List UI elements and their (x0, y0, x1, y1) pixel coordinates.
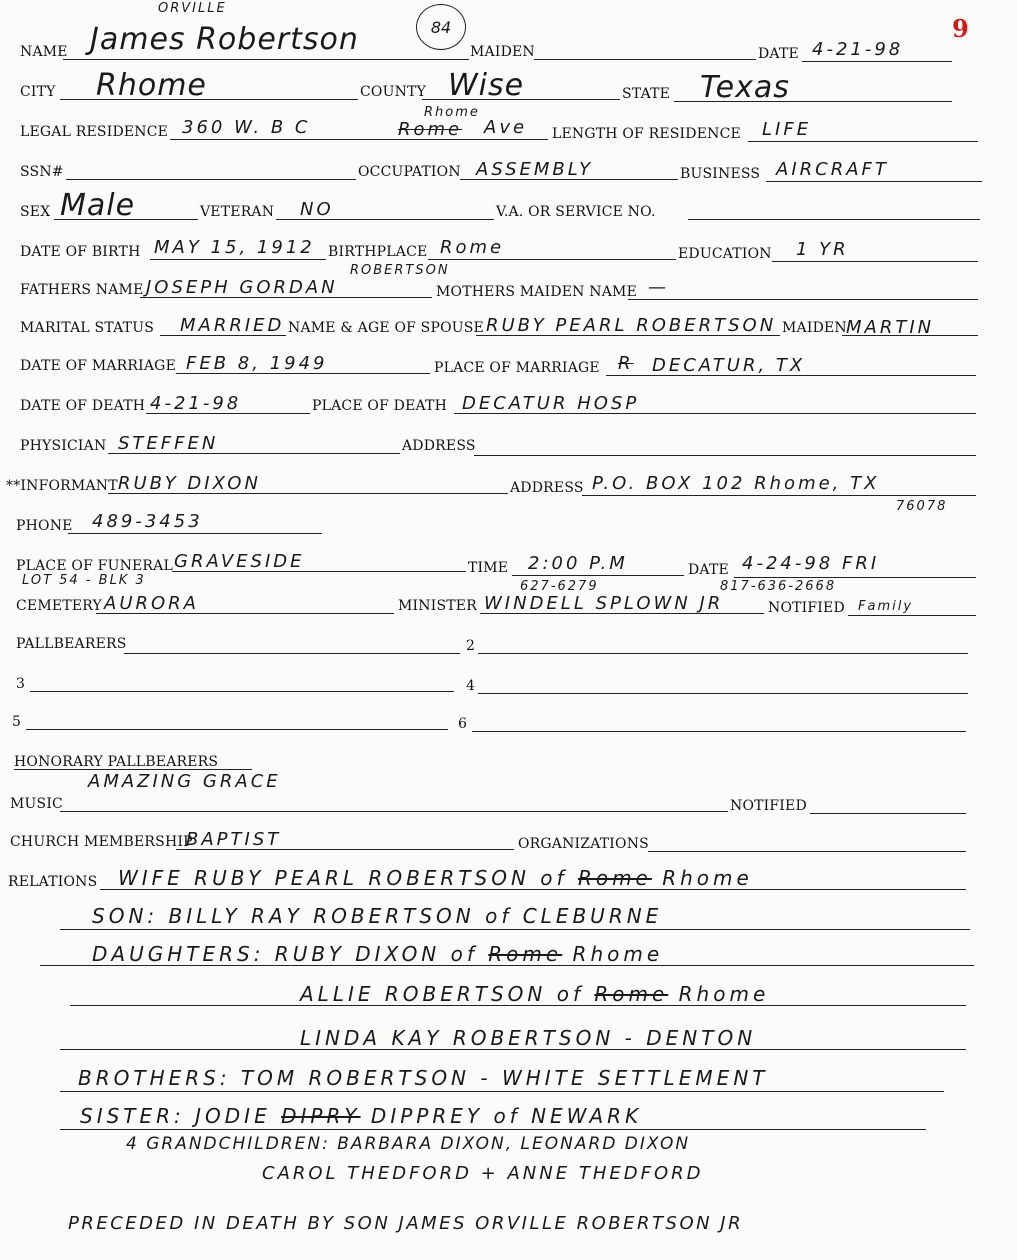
relation-line (80, 1106, 642, 1126)
education-value: 1 YR (796, 239, 849, 260)
spouse-maiden-value: MARTIN (846, 317, 935, 338)
education-label: EDUCATION (678, 246, 772, 262)
minister-value: WINDELL SPLOWN JR (484, 593, 724, 614)
birthplace-label: BIRTHPLACE (328, 244, 428, 260)
relations-label: RELATIONS (8, 874, 98, 890)
name-label: NAME (20, 44, 68, 60)
physician-value: STEFFEN (118, 433, 219, 454)
relation-line (300, 984, 769, 1004)
date-of-death-value: 4-21-98 (150, 393, 242, 414)
business-label: BUSINESS (680, 166, 761, 182)
cemetery-label: CEMETERY (16, 598, 102, 614)
funeral-date-label: DATE (688, 562, 729, 578)
relation-line (92, 906, 662, 926)
pallbearer-4-label: 4 (466, 678, 476, 694)
time-value: 2:00 P.M (528, 553, 628, 574)
organizations-label: ORGANIZATIONS (518, 836, 649, 852)
honorary-pallbearers-label: HONORARY PALLBEARERS (14, 754, 219, 770)
fathers-name-value: JOSEPH GORDAN (146, 277, 338, 298)
date-of-marriage-label: DATE OF MARRIAGE (20, 358, 176, 374)
ssn-label: SSN# (20, 164, 64, 180)
place-of-death-value: DECATUR HOSP (462, 393, 640, 414)
dob-value: MAY 15, 1912 (154, 237, 315, 258)
pallbearer-5-label: 5 (12, 714, 22, 730)
sex-value: Male (60, 188, 136, 223)
place-of-marriage-struck: R (618, 353, 634, 374)
music-notified-label: NOTIFIED (730, 798, 807, 814)
name-value: James Robertson (90, 22, 359, 57)
phone-value: 489-3453 (92, 511, 203, 532)
circled-number: 84 (416, 4, 466, 50)
music-label: MUSIC (10, 796, 63, 812)
time-label: TIME (468, 560, 509, 576)
relation-after: Rhome (662, 866, 753, 890)
lot-value: LOT 54 - BLK 3 (22, 573, 146, 588)
relation-text: ALLIE ROBERTSON of (300, 982, 585, 1006)
relation-after: Rhome (572, 942, 664, 966)
informant-label: **INFORMANT (6, 478, 118, 494)
legal-residence-end: Ave (484, 117, 528, 138)
phone-label: PHONE (16, 518, 73, 534)
relation-line (118, 868, 753, 888)
legal-residence-struck: Rome (398, 119, 463, 140)
date-label: DATE (758, 46, 799, 62)
maiden-label: MAIDEN (470, 44, 535, 60)
minister-label: MINISTER (398, 598, 477, 614)
occupation-label: OCCUPATION (358, 164, 461, 180)
time-phone: 627-6279 (520, 579, 599, 594)
length-of-residence-label: LENGTH OF RESIDENCE (552, 126, 741, 142)
music-value: AMAZING GRACE (88, 771, 281, 792)
date-of-death-label: DATE OF DEATH (20, 398, 146, 414)
veteran-label: VETERAN (200, 204, 275, 220)
relation-line (78, 1068, 769, 1088)
notified-label: NOTIFIED (768, 600, 845, 616)
spouse-label: NAME & AGE OF SPOUSE (288, 320, 484, 336)
occupation-value: ASSEMBLY (476, 159, 594, 180)
date-of-marriage-value: FEB 8, 1949 (186, 353, 328, 374)
name-insert: ORVILLE (158, 1, 227, 16)
legal-residence-value: 360 W. B C (182, 117, 311, 138)
informant-address-label: ADDRESS (510, 480, 584, 496)
church-membership-value: BAPTIST (186, 829, 282, 850)
preceded-note: PRECEDED IN DEATH BY SON JAMES ORVILLE ROBERTSON JR (68, 1213, 744, 1234)
relation-after: DIPPREY of NEWARK (370, 1104, 643, 1128)
relation-struck: DIPRY (281, 1104, 361, 1128)
marital-status-label: MARITAL STATUS (20, 320, 154, 336)
relation-struck: Rome (577, 866, 652, 890)
relation-line (300, 1028, 756, 1048)
dob-label: DATE OF BIRTH (20, 244, 141, 260)
place-of-marriage-label: PLACE OF MARRIAGE (434, 360, 600, 376)
notified-value: Family (858, 599, 914, 614)
informant-value: RUBY DIXON (118, 473, 261, 494)
relation-text: WIFE RUBY PEARL ROBERTSON of (118, 866, 568, 890)
county-label: COUNTY (360, 84, 427, 100)
relation-text: SON: BILLY RAY ROBERTSON of CLEBURNE (92, 904, 663, 928)
fathers-name-insert: ROBERTSON (350, 263, 450, 278)
city-label: CITY (20, 84, 56, 100)
sex-label: SEX (20, 204, 51, 220)
relation-after: Rhome (678, 982, 770, 1006)
place-of-funeral-value: GRAVESIDE (174, 551, 305, 572)
relation-text: SISTER: JODIE (80, 1104, 271, 1128)
date-value: 4-21-98 (812, 39, 904, 60)
length-of-residence-value: LIFE (762, 119, 812, 140)
church-membership-label: CHURCH MEMBERSHIP (10, 834, 193, 850)
legal-residence-insert: Rhome (424, 105, 480, 120)
informant-address-value: P.O. BOX 102 Rhome, TX (592, 473, 880, 494)
mothers-maiden-label: MOTHERS MAIDEN NAME (436, 284, 637, 300)
relation-line (92, 944, 663, 964)
physician-address-label: ADDRESS (402, 438, 476, 454)
pallbearer-3-label: 3 (16, 676, 26, 692)
pallbearers-label: PALLBEARERS (16, 636, 127, 652)
relation-text: LINDA KAY ROBERTSON - DENTON (300, 1026, 757, 1050)
cemetery-value: AURORA (104, 593, 199, 614)
pallbearer-2-label: 2 (466, 638, 476, 654)
mothers-maiden-value: — (648, 277, 669, 298)
funeral-phone: 817-636-2668 (720, 579, 837, 594)
veteran-value: NO (300, 199, 334, 220)
marital-status-value: MARRIED (180, 315, 285, 336)
place-of-marriage-value: DECATUR, TX (652, 355, 806, 376)
va-service-label: V.A. OR SERVICE NO. (496, 204, 656, 220)
relation-text: DAUGHTERS: RUBY DIXON of (92, 942, 478, 966)
relation-struck: Rome (488, 942, 563, 966)
relation-text: BROTHERS: TOM ROBERTSON - WHITE SETTLEMENT (78, 1066, 769, 1090)
physician-label: PHYSICIAN (20, 438, 107, 454)
grandchildren-names: CAROL THEDFORD + ANNE THEDFORD (262, 1163, 704, 1184)
place-of-funeral-label: PLACE OF FUNERAL (16, 558, 173, 574)
birthplace-value: Rome (440, 237, 505, 258)
funeral-date-value: 4-24-98 FRI (742, 553, 880, 574)
city-value: Rhome (96, 68, 207, 103)
county-value: Wise (448, 68, 525, 103)
state-value: Texas (700, 70, 790, 105)
spouse-value: RUBY PEARL ROBERTSON (486, 315, 777, 336)
legal-residence-label: LEGAL RESIDENCE (20, 124, 169, 140)
place-of-death-label: PLACE OF DEATH (312, 398, 447, 414)
relation-struck: Rome (594, 982, 669, 1006)
business-value: AIRCRAFT (776, 159, 889, 180)
grandchildren-note: 4 GRANDCHILDREN: BARBARA DIXON, LEONARD DIXON (126, 1134, 691, 1154)
informant-zip: 76078 (896, 499, 948, 514)
page-number: 9 (952, 14, 969, 43)
pallbearer-6-label: 6 (458, 716, 468, 732)
fathers-name-label: FATHERS NAME (20, 282, 144, 298)
state-label: STATE (622, 86, 671, 102)
spouse-maiden-label: MAIDEN (782, 320, 847, 336)
